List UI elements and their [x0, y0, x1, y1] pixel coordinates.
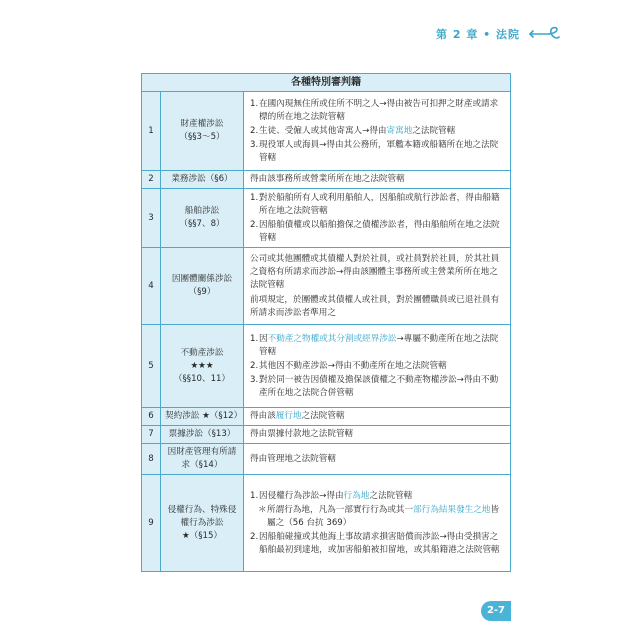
row-content: [244, 408, 511, 426]
list-item: 1. 在國內現無住所或住所不明之人→得由被告可扣押之財產或請求標的所在地之法院管轄: [250, 98, 499, 122]
row-content: [244, 325, 511, 408]
row-number: 1: [142, 92, 161, 171]
row-category: [161, 426, 244, 444]
highlight-term: 履行地: [275, 411, 302, 421]
paragraph: 得由票據付款地之法院管轄: [250, 429, 354, 439]
list-item: 2. 因船舶碰撞或其他海上事故請求損害賠償而涉訟→得由受損害之船舶最初到達地，或加害船舶被扣留地，或其船籍港之法院管轄: [250, 531, 500, 555]
category-name: 因團體關係涉訟: [171, 274, 233, 284]
note: ＊ 所謂行為地，凡為一部實行行為或其一部行為結果發生之地皆屬之（56 台抗 369）: [258, 504, 500, 528]
row-content: [244, 92, 511, 171]
importance-stars: ★（§15）: [181, 530, 223, 541]
swirl-arrow-icon: [528, 26, 560, 42]
category-name: 財產權涉訟: [180, 119, 224, 129]
row-number: 8: [142, 444, 161, 475]
table-row: [142, 475, 511, 572]
row-category: [161, 171, 244, 189]
table-title-row: [142, 74, 511, 92]
row-category: [161, 408, 244, 426]
category-name: 船舶涉訟: [184, 206, 220, 216]
row-number: 7: [142, 426, 161, 444]
running-header: [436, 26, 560, 42]
row-content: [244, 475, 511, 572]
row-content: [244, 171, 511, 189]
list-item: 1. 對於船舶所有人或利用船舶人，因船舶或航行涉訟者，得由船籍所在地之法院管轄: [250, 192, 500, 216]
row-content: [244, 444, 511, 475]
list-item: 1. 因侵權行為涉訟→得由行為地之法院管轄: [250, 490, 413, 501]
category-section: （§9）: [188, 287, 216, 297]
row-content: [244, 189, 511, 248]
asterisk-mark: ＊: [258, 504, 267, 515]
row-content: [244, 426, 511, 444]
row-category: [161, 325, 244, 408]
list-item: 1. 因不動產之物權或其分割或經界涉訟→專屬不動產所在地之法院管轄: [250, 333, 499, 357]
table-row: [142, 325, 511, 408]
category-name: 侵權行為、特殊侵權行為涉訟: [167, 504, 237, 528]
paragraph: 得由管理地之法院管轄: [250, 453, 336, 464]
paragraph: 公司或其他團體或其債權人對於社員，或社員對於社員，於其社員之資格有所請求而涉訟→得由該團體主事務所或主營業所所在地之法院管轄: [250, 253, 500, 290]
row-category: [161, 475, 244, 572]
chapter-title: 第 2 章 • 法院: [436, 28, 521, 41]
row-number: 5: [142, 325, 161, 408]
table-row: [142, 408, 511, 426]
category-section: （§§10、11）: [173, 373, 231, 384]
row-content: [244, 248, 511, 325]
category-name: 因財產管理有所請求（§14）: [167, 447, 237, 470]
table-title: 各種特別審判籍: [142, 74, 511, 92]
row-category: [161, 444, 244, 475]
highlight-term: 行為地: [343, 490, 370, 501]
list-item: 2. 其他因不動產涉訟→得由不動產所在地之法院管轄: [250, 360, 447, 371]
row-number: 3: [142, 189, 161, 248]
page-number: 2-7: [481, 601, 511, 621]
table-row: [142, 444, 511, 475]
importance-stars: ★★★: [190, 360, 214, 371]
paragraph: 得由該事務所或營業所所在地之法院管轄: [250, 174, 405, 184]
list-item: 3. 對於同一被告因債權及擔保該債權之不動產物權涉訟→得由不動產所在地之法院合併管轄: [250, 374, 499, 398]
row-category: [161, 248, 244, 325]
category-name: 票據涉訟（§13）: [168, 429, 236, 439]
highlight-term: 不動產之物權或其分割或經界涉訟: [267, 333, 397, 344]
category-section: （§§7、8）: [179, 219, 225, 229]
table-row: [142, 248, 511, 325]
paragraph: 得由該履行地之法院管轄: [250, 411, 345, 421]
row-category: [161, 92, 244, 171]
table-row: [142, 426, 511, 444]
table-row: [142, 92, 511, 171]
table-row: [142, 171, 511, 189]
category-section: （§§3～5）: [179, 132, 225, 142]
row-number: 6: [142, 408, 161, 426]
list-item: 2. 生徒、受僱人或其他寄寓人→得由寄寓地之法院管轄: [250, 125, 456, 136]
special-jurisdiction-table: [141, 73, 511, 572]
table-row: [142, 189, 511, 248]
row-number: 4: [142, 248, 161, 325]
row-number: 2: [142, 171, 161, 189]
highlight-term: 部行為結果發生之地: [413, 504, 491, 515]
row-category: [161, 189, 244, 248]
category-name: 業務涉訟（§6）: [171, 174, 233, 184]
category-name: 契約涉訟 ★（§12）: [165, 411, 243, 421]
highlight-term: 寄寓地: [386, 125, 413, 136]
list-item: 2. 因船舶債權或以船舶擔保之債權涉訟者，得由船舶所在地之法院管轄: [250, 219, 500, 243]
row-number: 9: [142, 475, 161, 572]
paragraph: 前項規定，於團體或其債權人或社員，對於團體職員或已退社員有所請求而涉訟者準用之: [250, 294, 500, 318]
list-item: 3. 現役軍人或海員→得由其公務所，軍艦本籍或船籍所在地之法院管轄: [250, 139, 499, 163]
category-name: 不動產涉訟: [180, 347, 224, 358]
